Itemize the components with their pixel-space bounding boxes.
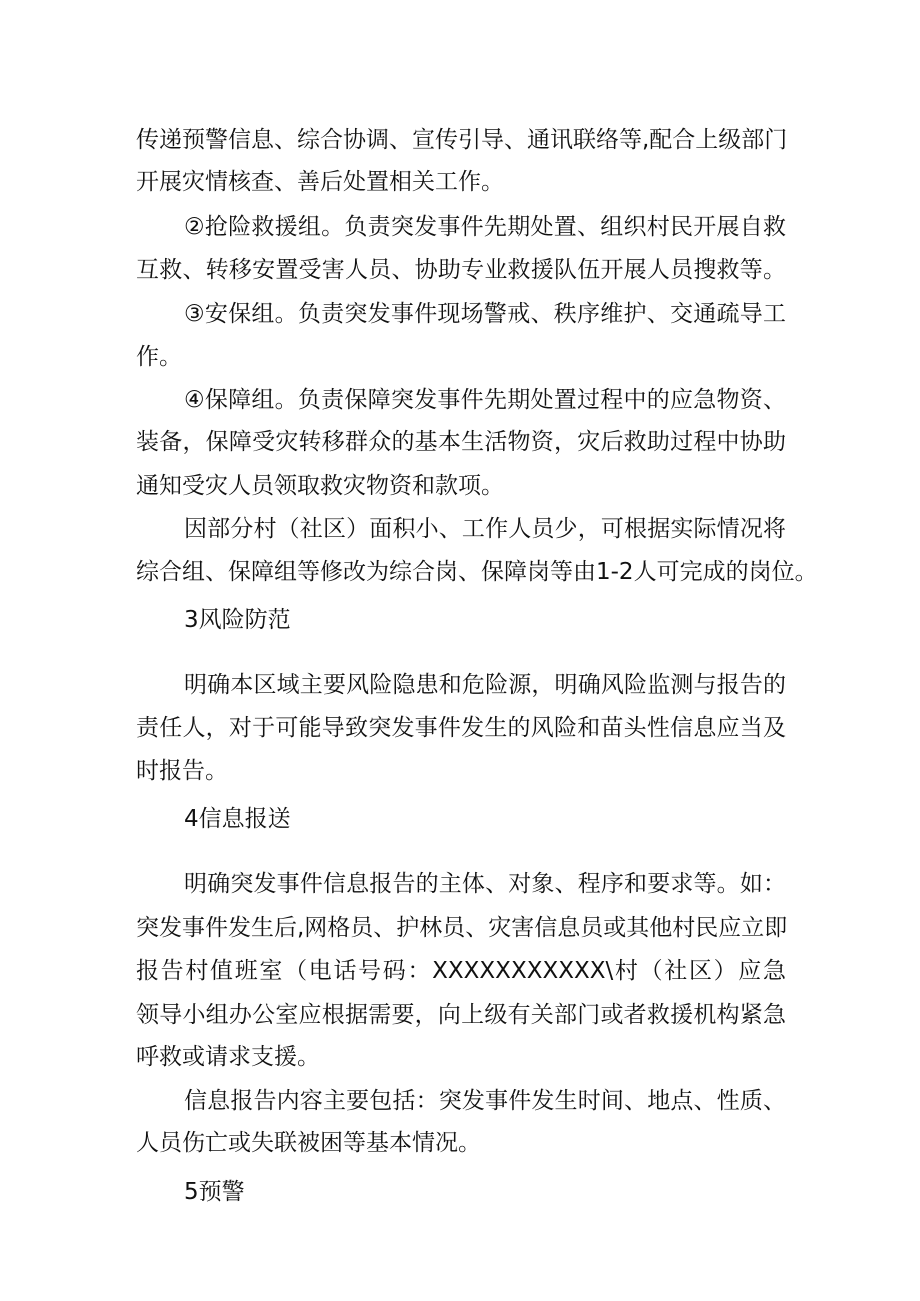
section-heading-risk-prevention: 3风险防范 xyxy=(184,607,291,633)
text-line: 开展灾情核查、善后处置相关工作。 xyxy=(136,169,504,195)
paragraph-information-reporting: 明确突发事件信息报告的主体、对象、程序和要求等。如： xyxy=(184,871,786,897)
section-heading-information-reporting: 4信息报送 xyxy=(184,806,291,832)
text-line: 装备，保障受灾转移群众的基本生活物资，灾后救助过程中协助 xyxy=(136,429,786,455)
text-line: 责任人，对于可能导致突发事件发生的风险和苗头性信息应当及 xyxy=(136,715,786,741)
text-line: 领导小组办公室应根据需要，向上级有关部门或者救援机构紧急 xyxy=(136,1002,786,1028)
text-line: 呼救或请求支援。 xyxy=(136,1044,320,1070)
text-line: 突发事件发生后,网格员、护林员、灾害信息员或其他村民应立即 xyxy=(136,915,788,941)
text-line: 通知受灾人员领取救灾物资和款项。 xyxy=(136,473,504,499)
text-line: 时报告。 xyxy=(136,758,228,784)
section-heading-early-warning: 5预警 xyxy=(184,1179,245,1205)
paragraph-rescue-group: ②抢险救援组。负责突发事件先期处置、组织村民开展自救 xyxy=(184,214,786,240)
text-line: 人员伤亡或失联被困等基本情况。 xyxy=(136,1130,481,1156)
paragraph-risk-prevention: 明确本区域主要风险隐患和危险源，明确风险监测与报告的 xyxy=(184,672,786,698)
text-line: 互救、转移安置受害人员、协助专业救援队伍开展人员搜救等。 xyxy=(136,257,786,283)
text-line: 作。 xyxy=(136,344,182,370)
paragraph-report-content: 信息报告内容主要包括：突发事件发生时间、地点、性质、 xyxy=(184,1088,786,1114)
paragraph-security-group: ③安保组。负责突发事件现场警戒、秩序维护、交通疏导工 xyxy=(184,301,786,327)
text-line: 综合组、保障组等修改为综合岗、保障岗等由1-2人可完成的岗位。 xyxy=(136,559,818,585)
paragraph-support-group: ④保障组。负责保障突发事件先期处置过程中的应急物资、 xyxy=(184,387,786,413)
text-line: 报告村值班室（电话号码：XXXXXXXXXXX\村（社区）应急 xyxy=(136,958,786,984)
text-line: 传递预警信息、综合协调、宣传引导、通讯联络等,配合上级部门 xyxy=(136,127,788,153)
paragraph-small-village-note: 因部分村（社区）面积小、工作人员少，可根据实际情况将 xyxy=(184,516,786,542)
